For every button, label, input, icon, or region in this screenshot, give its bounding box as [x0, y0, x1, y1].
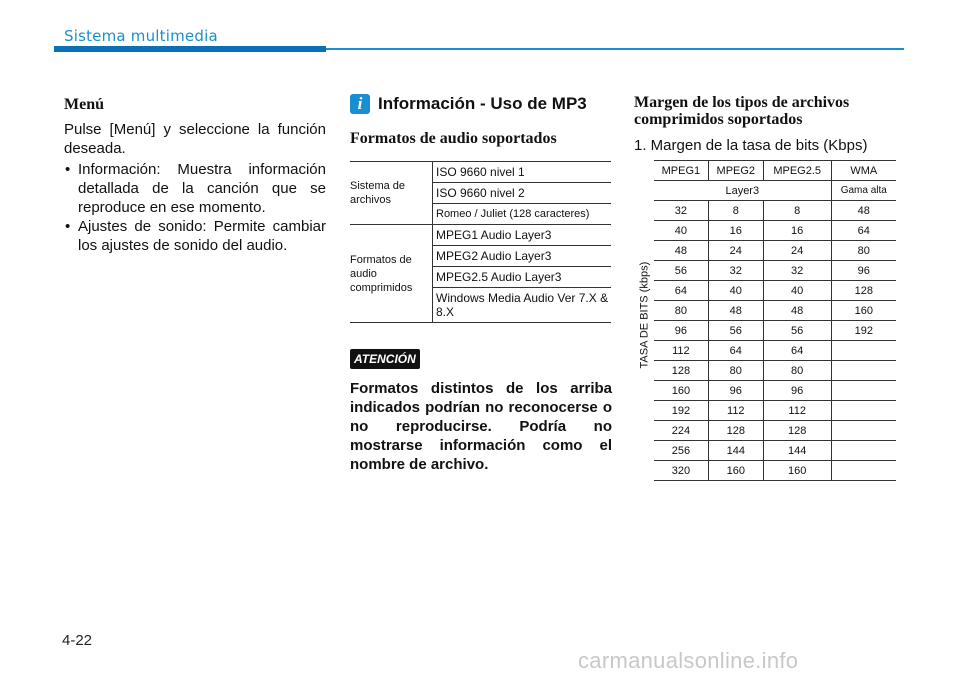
table-row	[654, 281, 896, 301]
table-cell: 24	[708, 241, 763, 261]
table-row	[654, 401, 896, 421]
bitrate-heading: Margen de los tipos de archivos comprimidos soportados	[634, 94, 850, 128]
table-cell: 144	[708, 441, 763, 461]
table-cell: 40	[708, 281, 763, 301]
watermark: carmanualsonline.info	[578, 648, 799, 673]
table-cell: 8	[763, 201, 831, 221]
table-cell	[831, 441, 896, 461]
table-cell: 40	[763, 281, 831, 301]
menu-section	[64, 96, 326, 255]
table-cell: 32	[763, 261, 831, 281]
table-row	[654, 261, 896, 281]
table-cell-group: Sistema de archivos	[350, 162, 433, 225]
table-cell: 32	[654, 201, 708, 221]
menu-bullet-list	[64, 160, 326, 255]
table-cell: 48	[763, 301, 831, 321]
table-cell: MPEG2.5 Audio Layer3	[433, 267, 612, 288]
table-row	[654, 441, 896, 461]
table-cell: 224	[654, 421, 708, 441]
table-cell: 48	[708, 301, 763, 321]
page-number: 4-22	[62, 632, 93, 649]
table-cell: 64	[708, 341, 763, 361]
mp3-section	[350, 94, 612, 474]
bitrate-section	[634, 94, 896, 477]
table-cell: 160	[831, 301, 896, 321]
table-cell: 128	[708, 421, 763, 441]
table-cell: MPEG1 Audio Layer3	[433, 225, 612, 246]
table-cell: Windows Media Audio Ver 7.X & 8.X	[433, 288, 612, 323]
mp3-title: Información - Uso de MP3	[378, 94, 587, 113]
table-cell: 144	[763, 441, 831, 461]
table-cell: 56	[763, 321, 831, 341]
table-cell: ISO 9660 nivel 2	[433, 183, 612, 204]
bitrate-subtitle: 1. Margen de la tasa de bits (Kbps)	[634, 137, 868, 154]
table-cell: 160	[654, 381, 708, 401]
table-cell: 16	[708, 221, 763, 241]
bitrate-table-body	[654, 161, 896, 481]
table-cell: MPEG2	[708, 161, 763, 181]
list-item: • Ajustes de sonido: Permite cambiar los ajustes de sonido del audio.	[64, 217, 326, 255]
table-cell: 64	[763, 341, 831, 361]
table-cell: 160	[708, 461, 763, 481]
table-row	[654, 421, 896, 441]
bitrate-table	[654, 160, 896, 481]
table-cell-group: Formatos de audio comprimidos	[350, 225, 433, 323]
table-cell: 64	[654, 281, 708, 301]
table-cell: 32	[708, 261, 763, 281]
table-cell: 128	[831, 281, 896, 301]
table-cell: 48	[654, 241, 708, 261]
table-cell: 48	[831, 201, 896, 221]
table-row	[654, 341, 896, 361]
table-cell	[831, 381, 896, 401]
table-cell: 112	[708, 401, 763, 421]
table-row	[350, 162, 611, 183]
table-cell: 192	[831, 321, 896, 341]
table-row	[654, 321, 896, 341]
table-cell: Romeo / Juliet (128 caracteres)	[433, 204, 612, 225]
table-row	[654, 461, 896, 481]
table-cell: 128	[763, 421, 831, 441]
table-cell: 256	[654, 441, 708, 461]
table-cell	[831, 421, 896, 441]
table-cell: Layer3	[654, 181, 831, 201]
table-row	[654, 361, 896, 381]
table-cell: MPEG1	[654, 161, 708, 181]
table-cell	[831, 401, 896, 421]
table-cell: ISO 9660 nivel 1	[433, 162, 612, 183]
table-cell: 56	[654, 261, 708, 281]
table-cell: 192	[654, 401, 708, 421]
table-cell: MPEG2 Audio Layer3	[433, 246, 612, 267]
table-cell: 320	[654, 461, 708, 481]
table-row	[654, 241, 896, 261]
table-cell: 80	[708, 361, 763, 381]
table-row	[350, 225, 611, 246]
table-cell: 80	[831, 241, 896, 261]
info-heading	[350, 94, 612, 114]
table-row	[654, 301, 896, 321]
table-cell: 96	[708, 381, 763, 401]
table-cell: MPEG2.5	[763, 161, 831, 181]
table-cell: WMA	[831, 161, 896, 181]
menu-heading: Menú	[64, 96, 104, 113]
table-row	[654, 161, 896, 181]
header-rule-thick	[54, 46, 326, 52]
table-cell: 80	[654, 301, 708, 321]
table-cell: 80	[763, 361, 831, 381]
header-rule-thin	[326, 48, 904, 50]
audio-formats-heading: Formatos de audio soportados	[350, 130, 557, 147]
table-cell: 64	[831, 221, 896, 241]
table-cell: 112	[763, 401, 831, 421]
table-cell: 96	[831, 261, 896, 281]
menu-intro: Pulse [Menú] y seleccione la función deseada.	[64, 121, 326, 157]
caution-badge: ATENCIÓN	[350, 349, 420, 369]
caution-text: Formatos distintos de los arriba indicados podrían no reconocerse o no reproducirse. Podría no mostrarse información como el nombre de archivo.	[350, 380, 612, 473]
table-row	[654, 381, 896, 401]
table-cell: 128	[654, 361, 708, 381]
table-cell: 56	[708, 321, 763, 341]
audio-formats-table	[350, 161, 611, 323]
section-header-title: Sistema multimedia	[64, 27, 218, 45]
bitrate-axis-label: TASA DE BITS (kbps)	[638, 261, 651, 369]
table-cell	[831, 461, 896, 481]
table-cell: 24	[763, 241, 831, 261]
table-cell: 96	[763, 381, 831, 401]
table-cell: 8	[708, 201, 763, 221]
table-cell: 160	[763, 461, 831, 481]
table-row	[654, 201, 896, 221]
info-icon: i	[350, 94, 370, 114]
table-cell: Gama alta	[831, 181, 896, 201]
table-cell: 112	[654, 341, 708, 361]
table-cell: 16	[763, 221, 831, 241]
table-cell	[831, 361, 896, 381]
table-cell: 96	[654, 321, 708, 341]
table-row	[654, 221, 896, 241]
table-cell: 40	[654, 221, 708, 241]
table-cell	[831, 341, 896, 361]
list-item: • Información: Muestra información detallada de la canción que se reproduce en ese momento.	[64, 160, 326, 217]
table-row	[654, 181, 896, 201]
